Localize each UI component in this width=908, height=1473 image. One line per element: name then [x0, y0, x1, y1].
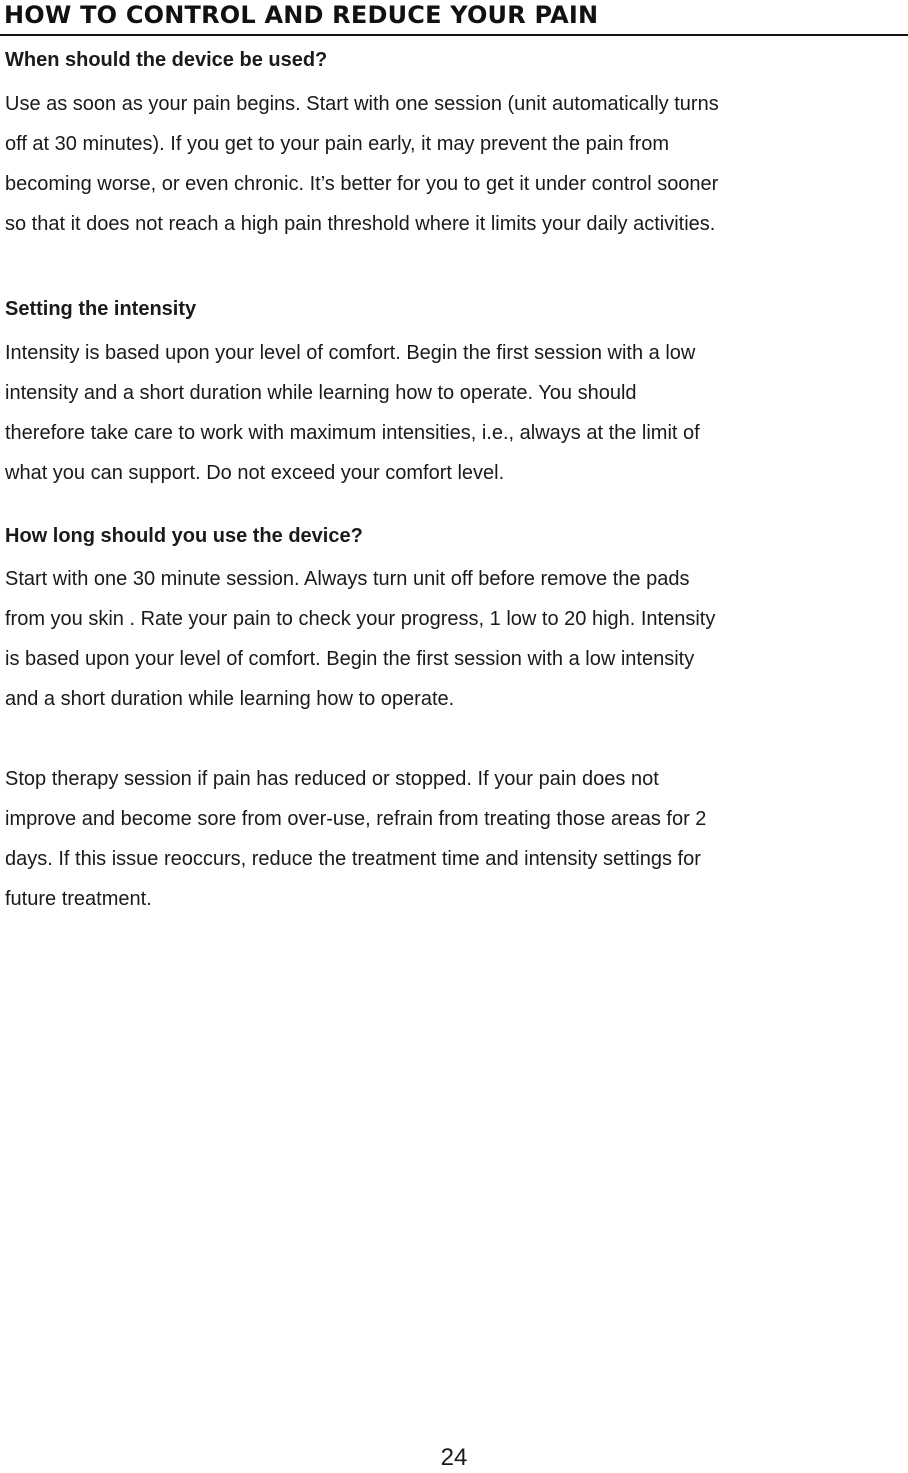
paragraph-line: intensity and a short duration while learning how to operate. You should	[5, 382, 637, 404]
section-heading: How long should you use the device?	[5, 525, 363, 547]
page-number: 24	[440, 1444, 468, 1471]
section-how-long	[5, 521, 900, 719]
paragraph-line: Use as soon as your pain begins. Start with one session (unit automatically turns	[5, 93, 719, 115]
paragraph-line: therefore take care to work with maximum intensities, i.e., always at the limit of	[5, 422, 700, 444]
section-paragraph	[5, 759, 900, 919]
page-title: HOW TO CONTROL AND REDUCE YOUR PAIN	[4, 1, 599, 29]
section-setting-intensity	[5, 294, 900, 493]
section-paragraph	[5, 84, 900, 244]
paragraph-line: Stop therapy session if pain has reduced or stopped. If your pain does not	[5, 768, 659, 790]
paragraph-line: Intensity is based upon your level of comfort. Begin the first session with a low	[5, 342, 696, 364]
section-when-to-use	[5, 45, 900, 244]
paragraph-line: off at 30 minutes). If you get to your pain early, it may prevent the pain from	[5, 133, 670, 155]
section-paragraph	[5, 559, 900, 719]
paragraph-line: and a short duration while learning how to operate.	[5, 688, 455, 710]
paragraph-line: is based upon your level of comfort. Begin the first session with a low intensity	[5, 648, 695, 670]
paragraph-line: what you can support. Do not exceed your comfort level.	[5, 462, 505, 484]
paragraph-line: from you skin . Rate your pain to check your progress, 1 low to 20 high. Intensity	[5, 608, 716, 630]
paragraph-line: improve and become sore from over-use, refrain from treating those areas for 2	[5, 808, 707, 830]
page-content	[5, 45, 900, 919]
paragraph-line: Start with one 30 minute session. Always turn unit off before remove the pads	[5, 568, 690, 590]
section-paragraph	[5, 333, 900, 493]
section-stop-therapy	[5, 759, 900, 919]
paragraph-line: days. If this issue reoccurs, reduce the treatment time and intensity settings for	[5, 848, 701, 870]
title-divider	[0, 34, 908, 36]
section-heading: Setting the intensity	[5, 298, 197, 320]
paragraph-line: becoming worse, or even chronic. It’s better for you to get it under control sooner	[5, 173, 719, 195]
paragraph-line: future treatment.	[5, 888, 152, 910]
paragraph-line: so that it does not reach a high pain threshold where it limits your daily activities.	[5, 213, 716, 235]
section-heading: When should the device be used?	[5, 49, 328, 71]
